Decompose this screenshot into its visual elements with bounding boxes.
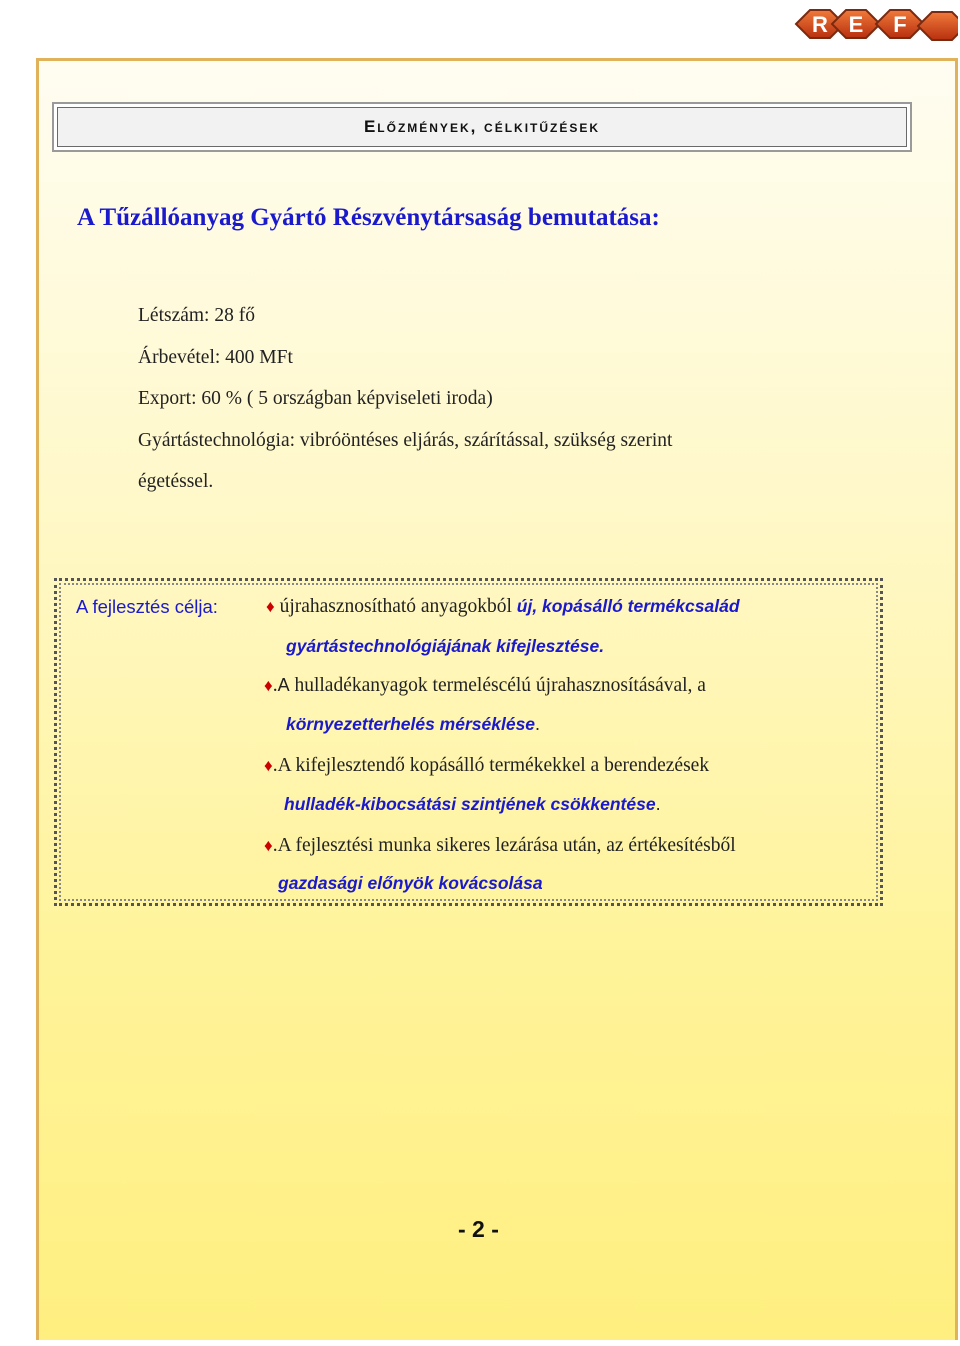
- goal-item-3: [264, 755, 709, 777]
- goal-item-2-cont: [286, 714, 540, 736]
- goal-item-2-first-word: A: [277, 675, 290, 695]
- goal-item-3-text: .A kifejlesztendő kopásálló termékekkel a berendezések: [272, 755, 710, 776]
- diamond-bullet-icon: ♦: [264, 676, 273, 695]
- goal-item-2-end: .: [535, 714, 541, 734]
- goal-item-3-cont: [284, 794, 661, 816]
- goal-item-1-emphasis-cont: gyártástechnológiájának kifejlesztése.: [286, 636, 605, 656]
- company-facts: [138, 295, 858, 503]
- logo-letter-e: E: [848, 12, 864, 37]
- goals-label: [76, 596, 218, 618]
- goals-label-colon: :: [212, 596, 218, 617]
- company-heading: A Tűzállóanyag Gyártó Részvénytársaság bemutatása:: [77, 204, 660, 231]
- logo-letter-f: F: [893, 12, 907, 37]
- diamond-bullet-icon: ♦: [264, 756, 273, 775]
- section-header-box: [52, 102, 912, 152]
- logo-letter-r: R: [812, 12, 828, 37]
- goal-item-4-emphasis: gazdasági előnyök kovácsolása: [278, 873, 543, 893]
- goal-item-2: [264, 675, 706, 697]
- section-header-title: Előzmények, célkitűzések: [363, 117, 601, 136]
- goal-item-3-emphasis: hulladék-kibocsátási szintjének csökkentése: [284, 794, 656, 814]
- goal-item-4-text: .A fejlesztési munka sikeres lezárása után, az értékesítésből: [272, 835, 736, 856]
- goal-item-2-emphasis: környezetterhelés mérséklése: [286, 714, 536, 734]
- fact-revenue: Árbevétel: 400 MFt: [138, 346, 293, 368]
- fact-technology-cont: égetéssel.: [138, 471, 214, 492]
- goal-item-3-end: .: [655, 794, 661, 814]
- goal-item-4: [264, 835, 736, 857]
- diamond-bullet-icon: ♦: [264, 836, 273, 855]
- goal-item-4-cont: [278, 873, 543, 895]
- goal-item-1-emphasis: új, kopásálló termékcsalád: [516, 596, 740, 616]
- logo-hex-extra: [918, 12, 958, 40]
- fact-export: Export: 60 % ( 5 országban képviseleti iroda): [138, 388, 493, 409]
- goal-item-1: [266, 596, 740, 618]
- goal-item-1-text: újrahasznosítható anyagokból: [279, 596, 517, 617]
- diamond-bullet-icon: ♦: [266, 597, 275, 616]
- page-number: - 2 -: [458, 1216, 499, 1242]
- fact-technology: Gyártástechnológia: vibróöntéses eljárás, szárítással, szükség szerint: [138, 429, 673, 451]
- goal-item-1-cont: [286, 636, 604, 658]
- goal-item-2-prefix: .: [272, 675, 278, 696]
- goal-item-2-text: hulladékanyagok termeléscélú újrahasznosításával, a: [289, 675, 706, 696]
- goals-label-text: A fejlesztés célja: [76, 596, 213, 617]
- fact-headcount: Létszám: 28 fő: [138, 305, 255, 326]
